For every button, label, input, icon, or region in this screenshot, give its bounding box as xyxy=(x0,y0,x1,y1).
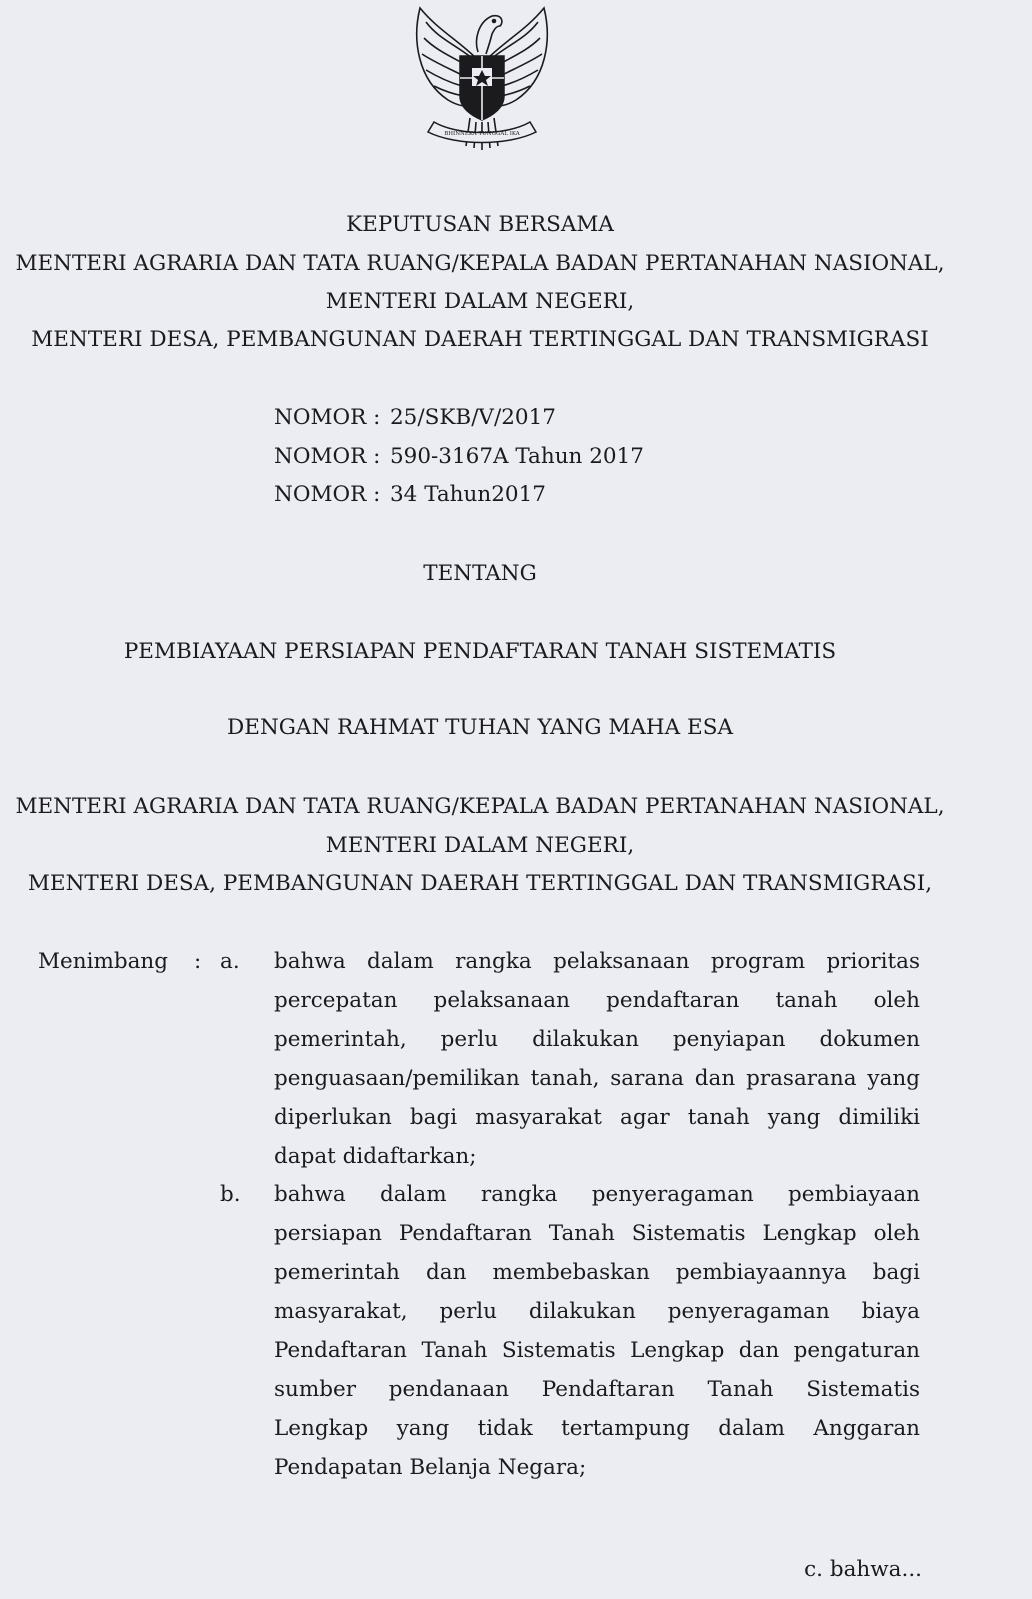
text-line: Pendapatan Belanja Negara; xyxy=(274,1455,587,1480)
nomor-label: NOMOR : xyxy=(274,482,381,507)
nomor-value: 34 Tahun2017 xyxy=(390,482,546,507)
text-line: Lengkap yang tidak tertampung dalam Anggaran xyxy=(274,1416,920,1441)
text-line: sumber pendanaan Pendaftaran Tanah Sistematis xyxy=(274,1377,920,1402)
header-line-2: MENTERI AGRARIA DAN TATA RUANG/KEPALA BADAN PERTANAHAN NASIONAL, xyxy=(15,251,945,276)
text-line: penguasaan/pemilikan tanah, sarana dan prasarana yang xyxy=(274,1066,920,1091)
motto-text: BHINNEKA TUNGGAL IKA xyxy=(444,131,520,137)
menimbang-label: Menimbang xyxy=(38,949,169,974)
text-line: diperlukan bagi masyarakat agar tanah yang dimiliki xyxy=(274,1105,920,1130)
ministers-line-1: MENTERI AGRARIA DAN TATA RUANG/KEPALA BADAN PERTANAHAN NASIONAL, xyxy=(15,794,945,819)
text-line: dapat didaftarkan; xyxy=(274,1144,477,1169)
header-line-1: KEPUTUSAN BERSAMA xyxy=(346,212,614,237)
garuda-emblem-icon xyxy=(408,0,556,158)
item-b-text xyxy=(274,1175,920,1487)
nomor-label: NOMOR : xyxy=(274,405,381,430)
text-line: Pendaftaran Tanah Sistematis Lengkap dan pengaturan xyxy=(274,1338,920,1363)
text-line: persiapan Pendaftaran Tanah Sistematis Lengkap oleh xyxy=(274,1221,920,1246)
text-line: pemerintah dan membebaskan pembiayaannya bagi xyxy=(274,1260,920,1285)
header-line-4: MENTERI DESA, PEMBANGUNAN DAERAH TERTINGGAL DAN TRANSMIGRASI xyxy=(31,327,929,352)
invocation: DENGAN RAHMAT TUHAN YANG MAHA ESA xyxy=(227,715,733,740)
item-b-letter: b. xyxy=(220,1182,241,1207)
text-line: masyarakat, perlu dilakukan penyeragaman biaya xyxy=(274,1299,920,1324)
nomor-value: 25/SKB/V/2017 xyxy=(390,405,556,430)
text-line: percepatan pelaksanaan pendaftaran tanah oleh xyxy=(274,988,920,1013)
nomor-value: 590-3167A Tahun 2017 xyxy=(390,444,644,469)
header-line-3: MENTERI DALAM NEGERI, xyxy=(325,289,635,314)
item-a-text xyxy=(274,942,920,1176)
continuation-marker: c. bahwa... xyxy=(804,1557,922,1582)
nomor-line-3 xyxy=(274,481,546,509)
nomor-line-1 xyxy=(274,404,556,432)
text-line: bahwa dalam rangka penyeragaman pembiayaan xyxy=(274,1182,920,1207)
nomor-line-2 xyxy=(274,443,644,471)
ministers-line-2: MENTERI DALAM NEGERI, xyxy=(325,833,635,858)
subject-heading: PEMBIAYAAN PERSIAPAN PENDAFTARAN TANAH SISTEMATIS xyxy=(123,639,837,664)
nomor-label: NOMOR : xyxy=(274,444,381,469)
item-a-letter: a. xyxy=(220,949,240,974)
tentang-heading: TENTANG xyxy=(423,561,537,586)
menimbang-colon: : xyxy=(194,949,202,974)
ministers-line-3: MENTERI DESA, PEMBANGUNAN DAERAH TERTINGGAL DAN TRANSMIGRASI, xyxy=(27,871,933,896)
text-line: bahwa dalam rangka pelaksanaan program prioritas xyxy=(274,949,920,974)
text-line: pemerintah, perlu dilakukan penyiapan dokumen xyxy=(274,1027,920,1052)
